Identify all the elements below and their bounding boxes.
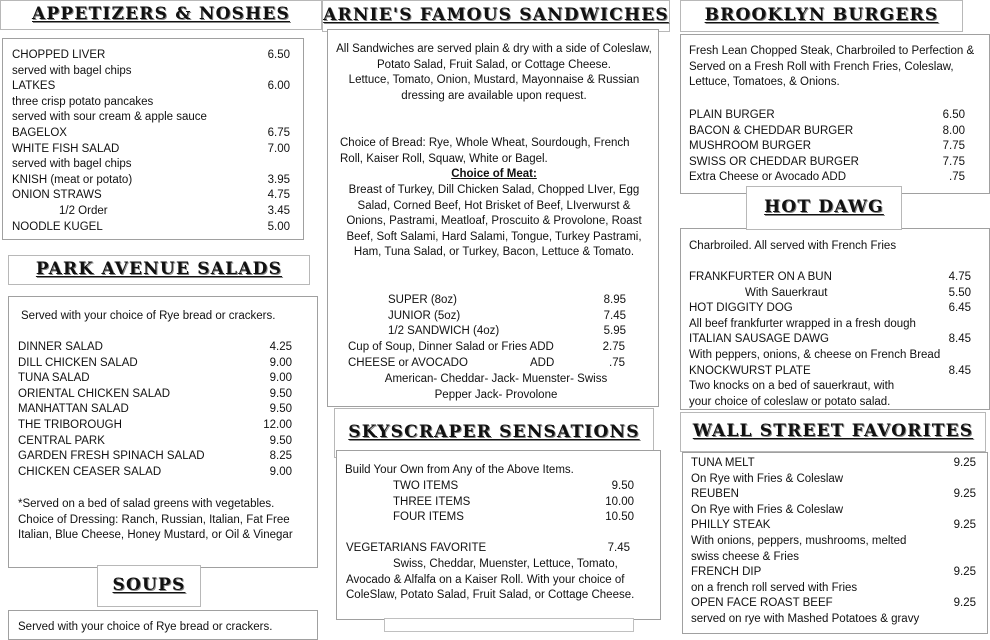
menu-item: 1/2 Order 3.45	[59, 204, 290, 217]
menu-item-description: your choice of coleslaw or potato salad.	[689, 395, 891, 408]
wallstreet-section	[682, 452, 988, 634]
burgers-title: BROOKLYN BURGERS	[704, 5, 939, 26]
appetizers-title: APPETIZERS & NOSHES	[32, 4, 290, 25]
burgers-intro: Fresh Lean Chopped Steak, Charbroiled to Perfection & Served on a Fresh Roll with French Fries, Coleslaw, Lettuce, Tomatoes, & Onions.	[689, 45, 975, 89]
sandwiches-header	[322, 0, 670, 32]
soups-section	[8, 610, 318, 640]
menu-item: CHOPPED LIVER 6.50	[12, 49, 290, 61]
menu-item: NOODLE KUGEL 5.00	[12, 220, 290, 233]
hotdawg-intro: Charbroiled. All served with French Fries	[689, 240, 897, 252]
menu-item: MANHATTAN SALAD 9.50	[18, 403, 292, 416]
menu-item: FOUR ITEMS 10.50	[393, 511, 634, 524]
menu-item-description: served with bagel chips	[12, 158, 132, 171]
menu-item: JUNIOR (5oz) 7.45	[388, 309, 626, 322]
menu-item-description: On Rye with Fries & Coleslaw	[691, 503, 844, 516]
salads-section	[8, 296, 318, 568]
menu-item: CHICKEN CEASER SALAD 9.00	[18, 465, 292, 478]
menu-item: KNISH (meat or potato) 3.95	[12, 173, 290, 186]
menu-item: BACON & CHEDDAR BURGER 8.00	[689, 124, 965, 137]
vegetarian-favorite	[346, 541, 630, 557]
menu-item: TWO ITEMS 9.50	[393, 480, 634, 492]
menu-item-description: swiss cheese & Fries	[691, 550, 800, 563]
meat-heading: Choice of Meat:	[451, 168, 537, 180]
menu-item: THREE ITEMS 10.00	[393, 495, 634, 508]
soups-title: SOUPS	[112, 575, 186, 596]
menu-item: ORIENTAL CHICKEN SALAD 9.50	[18, 387, 292, 400]
sandwiches-intro: All Sandwiches are served plain & dry with a side of Coleslaw, Potato Salad, Fruit Salad, or Cottage Cheese. Lettuce, Tomato, Onion, Mustard, Mayonnaise & Russian dressing are available upon request.	[336, 43, 652, 102]
meat-choices: Breast of Turkey, Dill Chicken Salad, Chopped LIver, Egg Salad, Corned Beef, Hot Brisket of Beef, LIverwurst & Onions, Pastrami, Meatloaf, Proscuito & Provolone, Roast Beef, Soft Salami, Hard Salami, Tongue, Turkey Pastrami, Ham, Tuna Salad, or Turkey, Bacon, Lettuce & Tomato.	[346, 184, 642, 259]
menu-item-description: On Rye with Fries & Coleslaw	[691, 472, 844, 485]
menu-item: WHITE FISH SALAD 7.00	[12, 142, 290, 155]
burgers-header	[680, 0, 963, 32]
menu-item: Cup of Soup, Dinner Salad or Fries ADD 2.75	[348, 341, 625, 353]
soups-header	[97, 565, 201, 607]
menu-item: DILL CHICKEN SALAD 9.00	[18, 356, 292, 369]
menu-item: KNOCKWURST PLATE 8.45	[689, 364, 971, 377]
bread-choices: Choice of Bread: Rye, Whole Wheat, Sourdough, French Roll, Kaiser Roll, Squaw, White or Bagel.	[340, 137, 630, 165]
menu-item: TUNA SALAD 9.00	[18, 372, 292, 385]
menu-item: REUBEN 9.25	[691, 488, 976, 501]
menu-item: LATKES 6.00	[12, 80, 290, 93]
menu-item: ONION STRAWS 4.75	[12, 189, 290, 202]
salads-header	[8, 255, 310, 285]
menu-item: FRANKFURTER ON A BUN 4.75	[689, 271, 971, 283]
menu-item: PLAIN BURGER 6.50	[689, 109, 965, 121]
menu-item: 1/2 SANDWICH (4oz) 5.95	[388, 325, 626, 338]
appetizers-section	[2, 38, 304, 240]
menu-item: With Sauerkraut 5.50	[745, 286, 971, 299]
menu-item: PHILLY STEAK 9.25	[691, 519, 976, 532]
sandwiches-section	[327, 29, 659, 407]
menu-item: TUNA MELT 9.25	[691, 457, 976, 469]
wallstreet-list	[691, 456, 976, 628]
menu-item: BAGELOX 6.75	[12, 126, 290, 139]
menu-item: DINNER SALAD 4.25	[18, 341, 292, 353]
salads-title: PARK AVENUE SALADS	[35, 259, 283, 280]
menu-item: ITALIAN SAUSAGE DAWG 8.45	[689, 333, 971, 346]
skyscraper-title: SKYSCRAPER SENSATIONS	[348, 422, 640, 443]
menu-item: SWISS OR CHEDDAR BURGER 7.75	[689, 155, 965, 168]
menu-item-description: With onions, peppers, mushrooms, melted	[691, 534, 907, 547]
soups-intro: Served with your choice of Rye bread or crackers.	[18, 621, 273, 633]
salads-list	[18, 340, 292, 480]
menu-item-description: served with bagel chips	[12, 64, 132, 77]
menu-item: HOT DIGGITY DOG 6.45	[689, 302, 971, 315]
wallstreet-header	[680, 412, 986, 452]
skyscraper-list	[393, 479, 634, 526]
vegetarian-description: Swiss, Cheddar, Muenster, Lettuce, Tomato, Avocado & Alfalfa on a Kaiser Roll. With your choice of ColeSlaw, Potato Salad, Fruit Salad, or Cottage Cheese.	[346, 558, 635, 602]
menu-item: GARDEN FRESH SPINACH SALAD 8.25	[18, 450, 292, 463]
salads-intro: Served with your choice of Rye bread or crackers.	[21, 310, 276, 322]
menu-item-description: Two knocks on a bed of sauerkraut, with	[689, 380, 895, 393]
menu-item: Extra Cheese or Avocado ADD .75	[689, 171, 965, 184]
skyscraper-intro: Build Your Own from Any of the Above Items.	[345, 464, 574, 476]
burgers-list	[689, 108, 965, 186]
sandwich-sizes	[388, 293, 626, 340]
burgers-section	[680, 34, 990, 194]
wallstreet-title: WALL STREET FAVORITES	[692, 421, 974, 442]
menu-item: FRENCH DIP 9.25	[691, 566, 976, 579]
menu-item: MUSHROOM BURGER 7.75	[689, 140, 965, 153]
sandwich-addons	[348, 340, 625, 371]
menu-item: VEGETARIANS FAVORITE 7.45	[346, 542, 630, 554]
menu-item: CHEESE or AVOCADO ADD .75	[348, 356, 625, 369]
menu-item-description: All beef frankfurter wrapped in a fresh dough	[689, 317, 916, 330]
appetizers-header	[0, 0, 322, 30]
menu-item: CENTRAL PARK 9.50	[18, 434, 292, 447]
sandwiches-title: ARNIE'S FAMOUS SANDWICHES	[323, 5, 669, 26]
menu-item: SUPER (8oz) 8.95	[388, 294, 626, 306]
menu-item-description: served with sour cream & apple sauce	[12, 111, 207, 124]
menu-item-description: three crisp potato pancakes	[12, 95, 154, 108]
menu-item-description: With peppers, onions, & cheese on French Bread	[689, 348, 941, 361]
menu-item: THE TRIBOROUGH 12.00	[18, 418, 292, 431]
menu-item: OPEN FACE ROAST BEEF 9.25	[691, 597, 976, 610]
hotdawg-list	[689, 270, 971, 410]
menu-item-description: on a french roll served with Fries	[691, 581, 858, 594]
appetizers-list	[12, 48, 290, 235]
hotdawg-title: HOT DAWG	[764, 197, 884, 218]
skyscraper-section	[336, 450, 661, 620]
menu-item-description: served on rye with Mashed Potatoes & gravy	[691, 612, 920, 625]
hotdawg-header	[746, 186, 902, 230]
hotdawg-section	[680, 228, 990, 410]
salads-note: *Served on a bed of salad greens with vegetables. Choice of Dressing: Ranch, Russian, Italian, Fat Free Italian, Blue Cheese, Honey Mustard, or Oil & Vinegar	[18, 498, 293, 542]
cheese-choices: American- Cheddar- Jack- Muenster- Swiss Pepper Jack- Provolone	[384, 373, 608, 401]
